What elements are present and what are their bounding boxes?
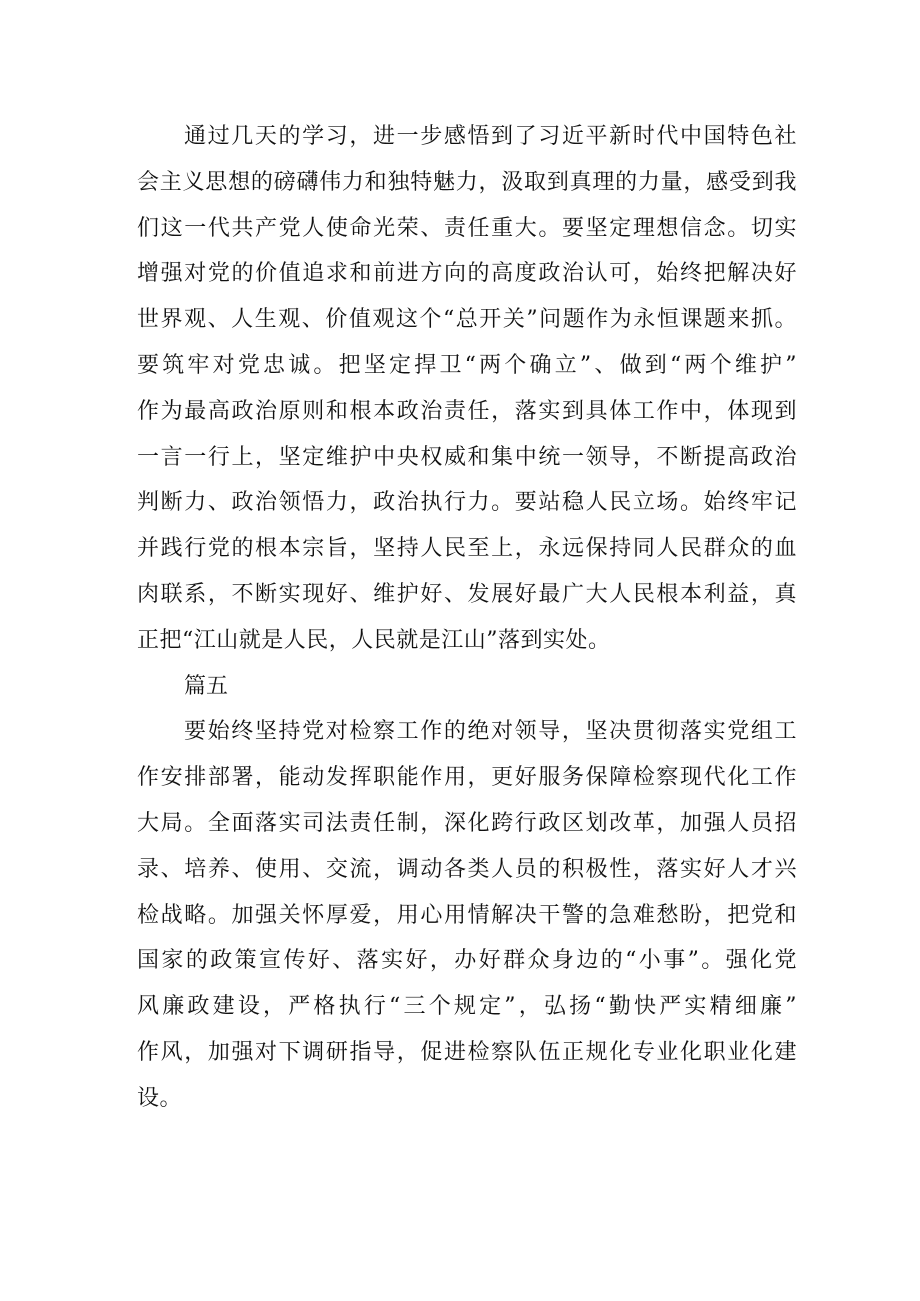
paragraph-line: 作安排部署，能动发挥职能作用，更好服务保障检察现代化工作 [137,765,797,791]
paragraph-line: 要筑牢对党忠诚。把坚定捍卫“两个确立”、做到“两个维护” [137,352,797,378]
paragraph-line: 会主义思想的磅礴伟力和独特魅力，汲取到真理的力量，感受到我 [137,169,797,195]
paragraph-line: 大局。全面落实司法责任制，深化跨行政区划改革，加强人员招 [137,810,797,836]
section-heading: 篇五 [184,673,229,699]
paragraph-line: 要始终坚持党对检察工作的绝对领导，坚决贯彻落实党组工 [184,719,797,745]
paragraph-line: 风廉政建设，严格执行“三个规定”，弘扬“勤快严实精细廉” [137,994,797,1020]
paragraph-line: 们这一代共产党人使命光荣、责任重大。要坚定理想信念。切实 [137,215,797,241]
paragraph-line: 作风，加强对下调研指导，促进检察队伍正规化专业化职业化建 [137,1039,797,1065]
paragraph-line: 增强对党的价值追求和前进方向的高度政治认可，始终把解决好 [137,261,797,287]
paragraph-line: 肉联系，不断实现好、维护好、发展好最广大人民根本利益，真 [137,581,797,607]
paragraph-line: 国家的政策宣传好、落实好，办好群众身边的“小事”。强化党 [137,948,797,974]
paragraph-line: 通过几天的学习，进一步感悟到了习近平新时代中国特色社 [184,124,797,149]
paragraph-line: 世界观、人生观、价值观这个“总开关”问题作为永恒课题来抓。 [137,307,797,333]
paragraph-line: 正把“江山就是人民，人民就是江山”落到实处。 [137,627,611,653]
paragraph-line: 录、培养、使用、交流，调动各类人员的积极性，落实好人才兴 [137,856,797,882]
document-body [137,114,797,1122]
paragraph-line: 并践行党的根本宗旨，坚持人民至上，永远保持同人民群众的血 [137,536,797,562]
paragraph-1 [137,114,797,664]
paragraph-line: 作为最高政治原则和根本政治责任，落实到具体工作中，体现到 [137,398,797,424]
paragraph-line: 判断力、政治领悟力，政治执行力。要站稳人民立场。始终牢记 [137,490,797,516]
paragraph-line: 一言一行上，坚定维护中央权威和集中统一领导，不断提高政治 [137,444,797,470]
paragraph-line: 检战略。加强关怀厚爱，用心用情解决干警的急难愁盼，把党和 [137,902,797,928]
paragraph-line: 设。 [137,1085,183,1111]
paragraph-2 [137,709,797,1121]
